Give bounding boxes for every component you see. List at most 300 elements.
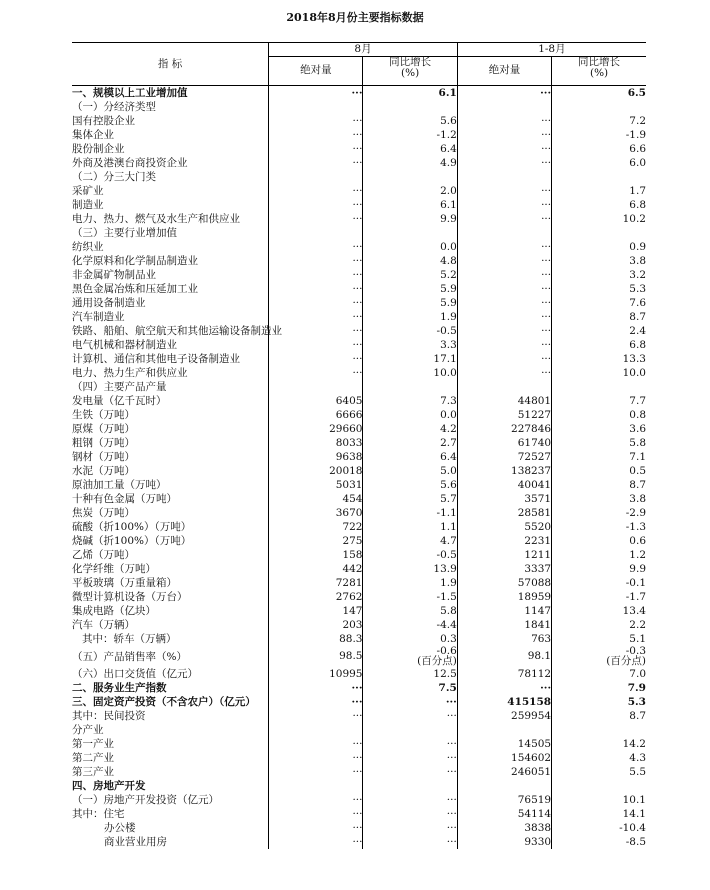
header-ytd-growth: 同比增长 (%) [552, 57, 646, 86]
row-month-absolute: ··· [269, 114, 363, 128]
row-month-absolute: 7281 [269, 576, 363, 590]
table-row [72, 310, 646, 324]
row-ytd-absolute [457, 380, 551, 394]
row-indicator-name: 黑色金属冶炼和压延加工业 [72, 282, 269, 296]
row-ytd-absolute: 54114 [457, 807, 551, 821]
row-ytd-growth: 8.7 [629, 709, 646, 722]
row-ytd-growth: 5.1 [629, 632, 646, 645]
table-row [72, 632, 646, 646]
row-ytd-growth: 13.4 [622, 604, 646, 617]
row-indicator-name: 其中：住宅 [72, 807, 269, 821]
row-month-absolute: ··· [269, 142, 363, 156]
row-indicator-name: 汽车（万辆） [72, 618, 269, 632]
table-row [72, 667, 646, 681]
row-indicator-name: 股份制企业 [72, 142, 269, 156]
row-ytd-absolute: 3337 [457, 562, 551, 576]
row-month-growth: 1.9 [363, 310, 457, 324]
row-indicator-name: 其中：民间投资 [72, 709, 269, 723]
row-month-growth: 3.3 [363, 338, 457, 352]
table-row [72, 324, 646, 338]
row-ytd-growth: 8.7 [629, 478, 646, 491]
row-ytd-growth: 6.8 [629, 338, 646, 351]
row-month-absolute: ··· [269, 184, 363, 198]
row-month-growth: 6.4 [363, 450, 457, 464]
row-month-absolute: ··· [269, 751, 363, 765]
row-month-absolute: 722 [269, 520, 363, 534]
row-month-growth: 5.6 [363, 478, 457, 492]
row-indicator-name: 集成电路（亿块） [72, 604, 269, 618]
row-ytd-growth: 6.5 [627, 86, 646, 99]
row-month-growth: -0.6 (百分点) [363, 646, 457, 667]
table-row [72, 506, 646, 520]
row-ytd-absolute: ··· [457, 156, 551, 170]
row-ytd-absolute: 57088 [457, 576, 551, 590]
row-ytd-absolute: 18959 [457, 590, 551, 604]
row-month-absolute: ··· [269, 793, 363, 807]
row-month-growth: ··· [363, 835, 457, 849]
row-month-absolute: ··· [269, 254, 363, 268]
table-row [72, 436, 646, 450]
table-row [72, 534, 646, 548]
row-month-absolute: ··· [269, 695, 363, 709]
row-month-absolute: 20018 [269, 464, 363, 478]
table-row [72, 240, 646, 254]
table-row [72, 765, 646, 779]
row-indicator-name: 水泥（万吨） [72, 464, 269, 478]
row-month-growth: -1.5 [363, 590, 457, 604]
row-ytd-growth [552, 380, 646, 394]
row-indicator-name: 十种有色金属（万吨） [72, 492, 269, 506]
row-month-absolute: ··· [269, 352, 363, 366]
row-indicator-name: 非金属矿物制品业 [72, 268, 269, 282]
row-month-growth: 13.9 [363, 562, 457, 576]
table-row [72, 450, 646, 464]
row-ytd-growth [552, 170, 646, 184]
row-month-growth: 5.7 [363, 492, 457, 506]
row-ytd-absolute: ··· [457, 212, 551, 226]
row-ytd-growth: 3.8 [629, 254, 646, 267]
row-indicator-name: 汽车制造业 [72, 310, 269, 324]
row-ytd-growth: 14.2 [622, 737, 646, 750]
row-ytd-growth: -1.7 [625, 590, 646, 603]
row-ytd-growth: 5.5 [629, 765, 646, 778]
row-ytd-growth: 2.2 [629, 618, 646, 631]
row-indicator-name: 烧碱（折100%）（万吨） [72, 534, 269, 548]
row-indicator-name: 办公楼 [72, 821, 269, 835]
row-month-absolute [269, 226, 363, 240]
row-month-absolute: 6405 [269, 394, 363, 408]
row-month-absolute [269, 170, 363, 184]
row-ytd-absolute: 3838 [457, 821, 551, 835]
row-month-absolute [269, 380, 363, 394]
table-row [72, 184, 646, 198]
row-ytd-growth: 10.1 [622, 793, 646, 806]
row-month-growth [363, 100, 457, 114]
row-ytd-absolute: ··· [457, 198, 551, 212]
row-ytd-growth [552, 779, 646, 793]
row-month-growth: 5.0 [363, 464, 457, 478]
table-row [72, 254, 646, 268]
header-month-growth: 同比增长 (%) [363, 57, 457, 86]
row-ytd-absolute: ··· [457, 240, 551, 254]
table-row [72, 100, 646, 114]
row-month-growth [363, 779, 457, 793]
row-indicator-name: （一）房地产开发投资（亿元） [72, 793, 269, 807]
row-ytd-absolute [457, 226, 551, 240]
row-ytd-absolute: 246051 [457, 765, 551, 779]
row-ytd-absolute: 28581 [457, 506, 551, 520]
table-row [72, 751, 646, 765]
row-indicator-name: 国有控股企业 [72, 114, 269, 128]
row-month-absolute: ··· [269, 310, 363, 324]
row-month-absolute [269, 779, 363, 793]
row-indicator-name: 微型计算机设备（万台） [72, 590, 269, 604]
row-month-absolute [269, 100, 363, 114]
header-period-ytd: 1-8月 [457, 43, 646, 57]
table-row [72, 380, 646, 394]
row-ytd-growth: 3.6 [629, 422, 646, 435]
table-row [72, 576, 646, 590]
row-month-absolute: 29660 [269, 422, 363, 436]
row-ytd-absolute: ··· [457, 114, 551, 128]
row-month-growth: -4.4 [363, 618, 457, 632]
row-ytd-absolute [457, 779, 551, 793]
row-month-growth: ··· [363, 737, 457, 751]
row-month-growth: 9.9 [363, 212, 457, 226]
row-indicator-name: 铁路、船舶、航空航天和其他运输设备制造业 [72, 325, 282, 337]
row-indicator-name: 四、房地产开发 [72, 779, 269, 793]
table-row [72, 478, 646, 492]
row-ytd-growth: 5.3 [629, 282, 646, 295]
row-indicator-name: 发电量（亿千瓦时） [72, 394, 269, 408]
row-month-absolute: ··· [269, 282, 363, 296]
table-row [72, 114, 646, 128]
row-indicator-name: 集体企业 [72, 128, 269, 142]
row-month-growth: 5.9 [363, 282, 457, 296]
row-indicator-name: 其中：轿车（万辆） [72, 632, 269, 646]
row-ytd-absolute: 1841 [457, 618, 551, 632]
row-month-growth: 17.1 [363, 352, 457, 366]
row-indicator-name: （二）分三大门类 [72, 170, 269, 184]
header-month-absolute: 绝对量 [269, 57, 363, 86]
row-indicator-name: 三、固定资产投资（不含农户）（亿元） [72, 695, 269, 709]
row-indicator-name: 纺织业 [72, 240, 269, 254]
row-month-growth: 0.0 [363, 240, 457, 254]
row-ytd-absolute: ··· [457, 324, 551, 338]
header-period-month: 8月 [269, 43, 458, 57]
table-body [72, 86, 646, 850]
row-ytd-growth: -8.5 [625, 835, 646, 848]
row-ytd-growth: 7.7 [629, 394, 646, 407]
row-ytd-growth: -0.1 [625, 576, 646, 589]
row-month-growth [363, 380, 457, 394]
row-month-growth: 4.8 [363, 254, 457, 268]
row-ytd-growth: -1.3 [625, 520, 646, 533]
row-month-growth: 1.1 [363, 520, 457, 534]
row-ytd-growth: 13.3 [622, 352, 646, 365]
row-ytd-growth: 10.2 [622, 212, 646, 225]
row-ytd-absolute: 227846 [457, 422, 551, 436]
row-ytd-growth: 0.8 [629, 408, 646, 421]
row-month-growth: 0.0 [363, 408, 457, 422]
row-month-growth [363, 226, 457, 240]
row-indicator-name: 二、服务业生产指数 [72, 681, 269, 695]
row-ytd-absolute: ··· [457, 142, 551, 156]
row-ytd-absolute: ··· [457, 254, 551, 268]
indicator-table [72, 42, 646, 849]
row-ytd-absolute: 40041 [457, 478, 551, 492]
row-ytd-growth: 5.3 [627, 695, 646, 708]
table-row [72, 170, 646, 184]
row-ytd-growth: -1.9 [625, 128, 646, 141]
row-month-absolute: ··· [269, 807, 363, 821]
row-month-absolute: 10995 [269, 667, 363, 681]
row-month-growth: 10.0 [363, 366, 457, 380]
row-ytd-absolute [457, 170, 551, 184]
row-month-growth: -0.5 [363, 324, 457, 338]
row-ytd-absolute: 98.1 [457, 646, 551, 667]
row-indicator-name: 电力、热力生产和供应业 [72, 366, 269, 380]
row-ytd-absolute: ··· [457, 338, 551, 352]
row-indicator-name: 原油加工量（万吨） [72, 478, 269, 492]
header-indicator: 指 标 [72, 43, 269, 86]
row-indicator-name: （三）主要行业增加值 [72, 226, 269, 240]
row-month-growth: 4.7 [363, 534, 457, 548]
row-ytd-absolute: 259954 [457, 709, 551, 723]
row-ytd-growth: 7.2 [629, 114, 646, 127]
row-indicator-name: 外商及港澳台商投资企业 [72, 156, 269, 170]
row-ytd-growth: -2.9 [625, 506, 646, 519]
row-ytd-growth: -0.3 (百分点) [606, 645, 646, 667]
row-indicator-name: 生铁（万吨） [72, 408, 269, 422]
table-row [72, 709, 646, 723]
row-month-growth: 2.7 [363, 436, 457, 450]
row-month-growth: 6.1 [363, 86, 457, 101]
row-month-absolute: ··· [269, 324, 363, 338]
row-month-growth: 5.8 [363, 604, 457, 618]
row-ytd-absolute: 51227 [457, 408, 551, 422]
row-month-absolute: 88.3 [269, 632, 363, 646]
row-month-absolute: ··· [269, 156, 363, 170]
row-ytd-growth: 7.6 [629, 296, 646, 309]
row-ytd-growth: 1.7 [629, 184, 646, 197]
row-month-absolute: ··· [269, 765, 363, 779]
row-ytd-growth: 6.0 [629, 156, 646, 169]
row-month-absolute: ··· [269, 737, 363, 751]
row-month-absolute: 442 [269, 562, 363, 576]
row-indicator-name: 乙烯（万吨） [72, 548, 269, 562]
header-ytd-absolute: 绝对量 [457, 57, 551, 86]
table-row [72, 548, 646, 562]
row-month-growth: ··· [363, 807, 457, 821]
row-month-growth: -1.1 [363, 506, 457, 520]
row-ytd-absolute: 5520 [457, 520, 551, 534]
table-row [72, 492, 646, 506]
row-ytd-growth: 0.5 [629, 464, 646, 477]
row-ytd-growth: 14.1 [622, 807, 646, 820]
row-indicator-name: 商业营业用房 [72, 835, 269, 849]
table-row [72, 835, 646, 849]
row-ytd-growth [552, 226, 646, 240]
row-month-absolute: ··· [269, 296, 363, 310]
row-ytd-absolute: 9330 [457, 835, 551, 849]
row-month-absolute: ··· [269, 128, 363, 142]
row-ytd-growth: 2.4 [629, 324, 646, 337]
row-indicator-name: 化学纤维（万吨） [72, 562, 269, 576]
row-month-absolute: 147 [269, 604, 363, 618]
table-row [72, 793, 646, 807]
table-row [72, 807, 646, 821]
row-month-growth: ··· [363, 695, 457, 709]
table-row [72, 226, 646, 240]
row-month-absolute: ··· [269, 268, 363, 282]
row-indicator-name: 通用设备制造业 [72, 296, 269, 310]
row-month-growth: 1.9 [363, 576, 457, 590]
row-indicator-name: （六）出口交货值（亿元） [72, 667, 269, 681]
row-month-growth: ··· [363, 709, 457, 723]
row-month-growth [363, 723, 457, 737]
row-indicator-name: 化学原料和化学制品制造业 [72, 254, 269, 268]
row-month-growth [363, 170, 457, 184]
row-ytd-growth: 10.0 [622, 366, 646, 379]
row-indicator-name: 分产业 [72, 723, 269, 737]
table-row [72, 282, 646, 296]
row-indicator-name: 平板玻璃（万重量箱） [72, 576, 269, 590]
row-ytd-absolute: ··· [457, 296, 551, 310]
row-indicator-name: 采矿业 [72, 184, 269, 198]
row-indicator-name: 计算机、通信和其他电子设备制造业 [72, 352, 269, 366]
row-indicator-name: （五）产品销售率（%） [72, 646, 269, 667]
row-ytd-growth: 3.2 [629, 268, 646, 281]
row-month-absolute: 6666 [269, 408, 363, 422]
row-ytd-absolute: 76519 [457, 793, 551, 807]
row-ytd-growth: 7.1 [629, 450, 646, 463]
row-month-absolute: ··· [269, 835, 363, 849]
row-month-growth: ··· [363, 793, 457, 807]
row-indicator-name: 原煤（万吨） [72, 422, 269, 436]
row-month-absolute: 275 [269, 534, 363, 548]
row-ytd-absolute: ··· [457, 282, 551, 296]
row-month-growth: ··· [363, 821, 457, 835]
table-row [72, 338, 646, 352]
row-ytd-absolute: 415158 [457, 695, 551, 709]
row-month-absolute: 5031 [269, 478, 363, 492]
row-month-growth: 6.1 [363, 198, 457, 212]
table-row [72, 464, 646, 478]
row-month-absolute: ··· [269, 821, 363, 835]
row-month-growth: 2.0 [363, 184, 457, 198]
row-month-absolute: 3670 [269, 506, 363, 520]
table-row [72, 86, 646, 101]
row-month-absolute: ··· [269, 681, 363, 695]
row-month-growth: ··· [363, 751, 457, 765]
table-row [72, 604, 646, 618]
row-month-absolute: 2762 [269, 590, 363, 604]
row-ytd-growth: 3.8 [629, 492, 646, 505]
row-indicator-name: 一、规模以上工业增加值 [72, 86, 269, 101]
row-month-absolute [269, 723, 363, 737]
table-row [72, 695, 646, 709]
row-ytd-growth [552, 100, 646, 114]
row-month-absolute: 9638 [269, 450, 363, 464]
row-ytd-absolute: 763 [457, 632, 551, 646]
row-month-growth: 6.4 [363, 142, 457, 156]
row-month-growth: 7.3 [363, 394, 457, 408]
row-ytd-absolute: ··· [457, 268, 551, 282]
row-month-growth: -1.2 [363, 128, 457, 142]
row-ytd-absolute: ··· [457, 681, 551, 695]
row-ytd-growth: 9.9 [629, 562, 646, 575]
row-ytd-growth [552, 723, 646, 737]
row-ytd-absolute [457, 100, 551, 114]
row-indicator-name: 电力、热力、燃气及水生产和供应业 [72, 212, 269, 226]
row-ytd-absolute: ··· [457, 310, 551, 324]
row-ytd-growth: 7.9 [627, 681, 646, 694]
row-ytd-absolute: ··· [457, 86, 551, 101]
row-month-absolute: ··· [269, 212, 363, 226]
table-row [72, 520, 646, 534]
row-ytd-absolute [457, 723, 551, 737]
row-ytd-growth: 0.6 [629, 534, 646, 547]
table-row [72, 737, 646, 751]
row-ytd-absolute: 61740 [457, 436, 551, 450]
row-month-absolute: 203 [269, 618, 363, 632]
row-ytd-absolute: 1211 [457, 548, 551, 562]
row-ytd-growth: 1.2 [629, 548, 646, 561]
table-row [72, 296, 646, 310]
row-ytd-absolute: 2231 [457, 534, 551, 548]
row-ytd-absolute: ··· [457, 128, 551, 142]
row-month-absolute: ··· [269, 240, 363, 254]
table-row [72, 618, 646, 632]
row-indicator-name: 粗钢（万吨） [72, 436, 269, 450]
row-indicator-name: 钢材（万吨） [72, 450, 269, 464]
row-month-growth: 5.2 [363, 268, 457, 282]
row-ytd-absolute: 3571 [457, 492, 551, 506]
table-row [72, 198, 646, 212]
row-month-absolute: 98.5 [269, 646, 363, 667]
row-month-growth: -0.5 [363, 548, 457, 562]
row-month-growth: 7.5 [363, 681, 457, 695]
table-row [72, 408, 646, 422]
row-ytd-absolute: 154602 [457, 751, 551, 765]
row-ytd-absolute: 1147 [457, 604, 551, 618]
row-month-absolute: ··· [269, 198, 363, 212]
row-month-growth: 5.6 [363, 114, 457, 128]
row-indicator-name: 第三产业 [72, 765, 269, 779]
row-ytd-absolute: ··· [457, 366, 551, 380]
row-unit-note: (百分点) [606, 655, 646, 667]
row-month-absolute: 454 [269, 492, 363, 506]
row-month-absolute: ··· [269, 709, 363, 723]
row-month-absolute: 158 [269, 548, 363, 562]
row-ytd-growth: 7.0 [629, 667, 646, 680]
row-ytd-absolute: ··· [457, 352, 551, 366]
row-month-growth: 0.3 [363, 632, 457, 646]
row-month-growth: 12.5 [363, 667, 457, 681]
table-row [72, 212, 646, 226]
table-row [72, 681, 646, 695]
row-month-growth: 5.9 [363, 296, 457, 310]
row-unit-note: (百分点) [417, 655, 457, 667]
row-ytd-absolute: 14505 [457, 737, 551, 751]
row-indicator-name: 第一产业 [72, 737, 269, 751]
row-ytd-absolute: 72527 [457, 450, 551, 464]
table-row [72, 723, 646, 737]
row-month-growth: ··· [363, 765, 457, 779]
row-indicator-name: 硫酸（折100%）（万吨） [72, 520, 269, 534]
table-row [72, 562, 646, 576]
